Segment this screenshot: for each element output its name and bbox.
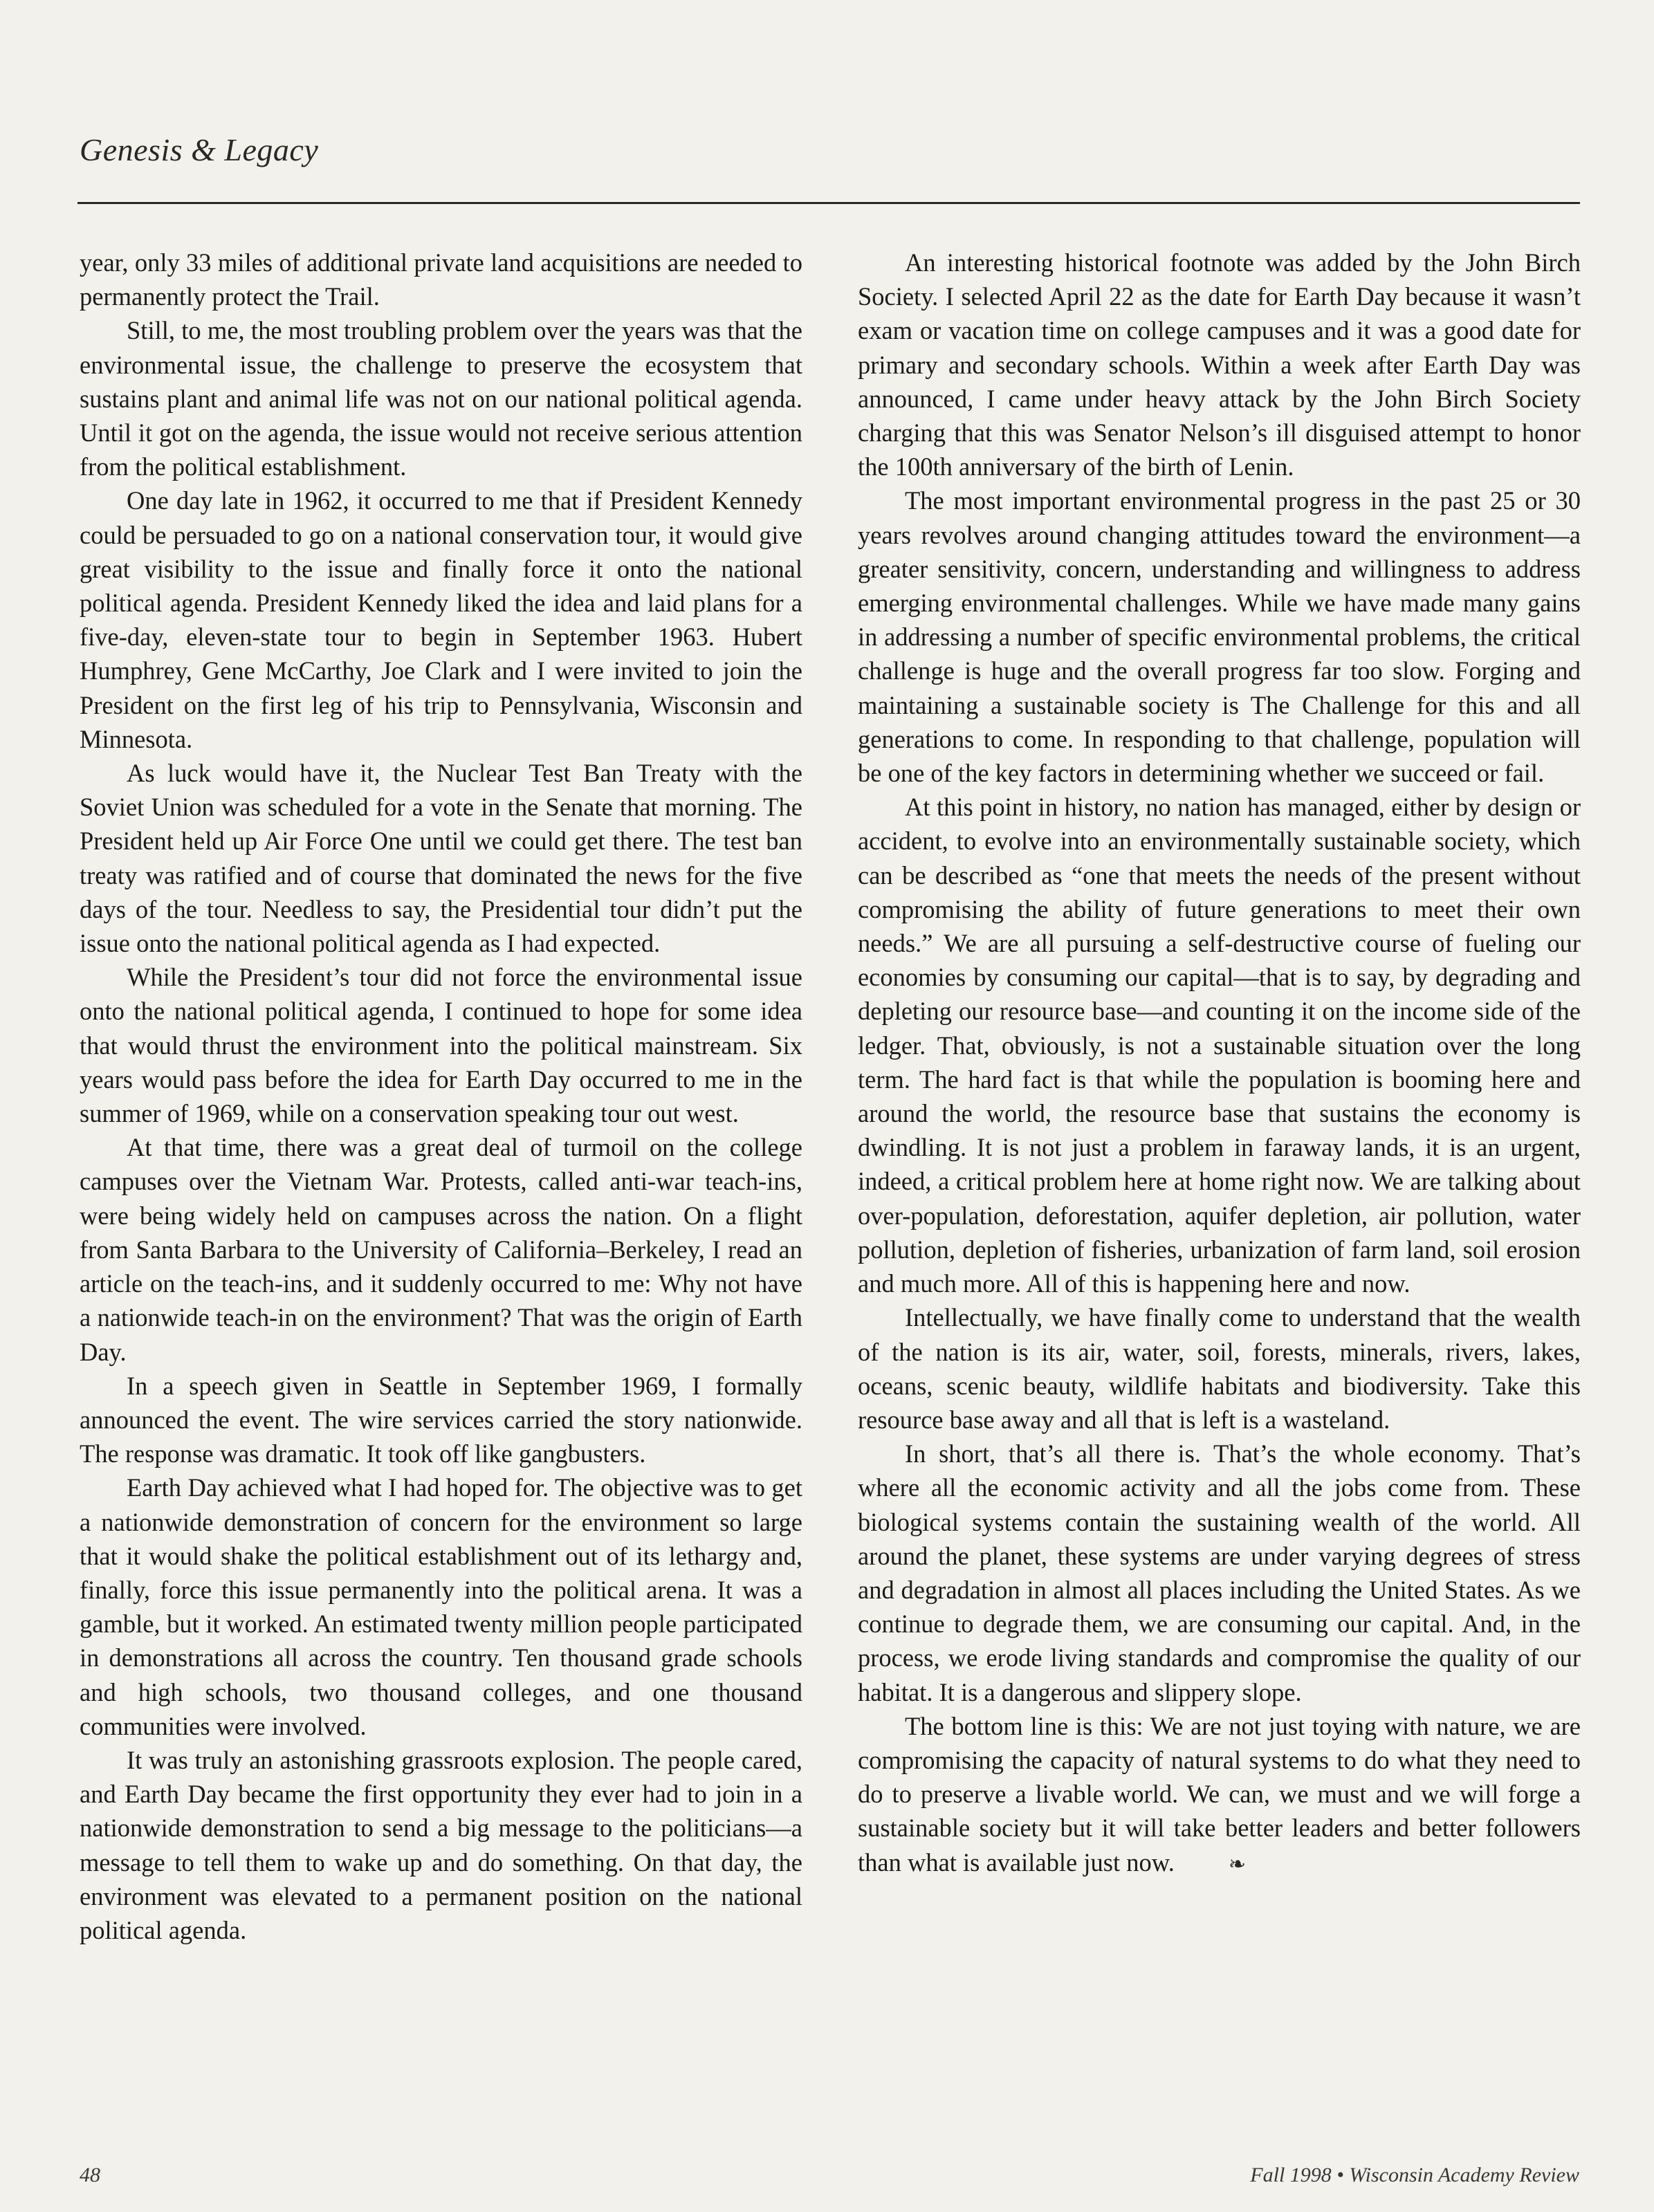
paragraph: The most important environmental progress in the past 25 or 30 years revolves around changing attitudes toward the environment—a greater sensitivity, concern, understanding and willingness to address emerging environmental challenges. While we have made many gains in addressing a number of specific environmental problems, the critical challenge is huge and the overall progress far too slow. Forging and maintaining a sustainable society is The Challenge for this and all generations to come. In responding to that challenge, population will be one of the key factors in determining whether we succeed or fail. [858, 486, 1581, 788]
paragraph: At that time, there was a great deal of turmoil on the college campuses over the Vietnam War. Protests, called anti-war teach-ins, were being widely held on campuses across the nation. On a flight from Santa Barbara to the University of California–Berkeley, I read an article on the teach-ins, and it suddenly occurred to me: Why not have a nationwide teach-in on the environment? That was the origin of Earth Day. [80, 1133, 802, 1366]
paragraph: Earth Day achieved what I had hoped for. The objective was to get a nationwide demonstration of concern for the environment so large that it would shake the political establishment out of its lethargy and, finally, force this issue permanently into the political arena. It was a gamble, but it worked. An estimated twenty million people participated in demonstrations all across the country. Ten thousand grade schools and high schools, two thousand colleges, and one thousand communities were involved. [80, 1473, 802, 1740]
paragraph: Intellectually, we have finally come to understand that the wealth of the nation is its air, water, soil, forests, minerals, rivers, lakes, oceans, scenic beauty, wildlife habitats and biodiversity. Take this resource base away and all that is left is a wasteland. [858, 1303, 1581, 1434]
paragraph: Still, to me, the most troubling problem over the years was that the environmental issue, the challenge to preserve the ecosystem that sustains plant and animal life was not on our national political agenda. Until it got on the agenda, the issue would not receive serious attention from the political establishment. [80, 316, 802, 481]
paragraph: One day late in 1962, it occurred to me that if President Kennedy could be persuaded to go on a national conservation tour, it would give great visibility to the issue and finally force it onto the national political agenda. President Kennedy liked the idea and laid plans for a five-day, eleven-state tour to begin in September 1963. Hubert Humphrey, Gene McCarthy, Joe Clark and I were invited to join the President on the first leg of his trip to Pennsylvania, Wisconsin and Minnesota. [80, 486, 802, 753]
paragraph: An interesting historical footnote was added by the John Birch Society. I selected April 22 as the date for Earth Day because it wasn’t exam or vacation time on college campuses and it was a good date for primary and secondary schools. Within a week after Earth Day was announced, I came under heavy attack by the John Birch Society charging that this was Senator Nelson’s ill disguised attempt to honor the 100th anniversary of the birth of Lenin. [858, 248, 1581, 481]
footer-separator: • [1336, 2164, 1344, 2186]
paragraph-text: The bottom line is this: We are not just toying with nature, we are compromising the capacity of natural systems to do what they need to do to preserve a livable world. We can, we must and we will forge a sustainable society but it will take better leaders and better followers than what is available just now. [858, 1711, 1581, 1877]
page-number: 48 [80, 2164, 100, 2186]
end-of-article-icon: ❧ [1228, 1852, 1246, 1876]
left-column [80, 246, 802, 1947]
header-divider [77, 202, 1580, 204]
paragraph: In short, that’s all there is. That’s the whole economy. That’s where all the economic activity and all the jobs come from. These biological systems contain the sustaining wealth of the world. All around the planet, these systems are under varying degrees of stress and degradation in almost all places including the United States. As we continue to degrade them, we are consuming our capital. And, in the process, we erode living standards and compromise the quality of our habitat. It is a dangerous and slippery slope. [858, 1439, 1581, 1706]
paragraph: At this point in history, no nation has managed, either by design or accident, to evolve into an environmentally sustainable society, which can be described as “one that meets the needs of the present without compromising the ability of future generations to meet their own needs.” We are all pursuing a self-destructive course of fueling our economies by consuming our capital—that is to say, by degrading and depleting our resource base—and counting it on the income side of the ledger. That, obviously, is not a sustainable situation over the long term. The hard fact is that while the population is booming here and around the world, the resource base that sustains the economy is dwindling. It is not just a problem in faraway lands, it is an urgent, indeed, a critical problem here at home right now. We are talking about over-population, deforestation, aquifer depletion, air pollution, water pollution, depletion of fisheries, urbanization of farm land, soil erosion and much more. All of this is happening here and now. [858, 793, 1581, 1298]
running-header-title: Genesis & Legacy [80, 132, 319, 167]
paragraph: In a speech given in Seattle in September 1969, I formally announced the event. The wire services carried the story nationwide. The response was dramatic. It took off like gangbusters. [80, 1371, 802, 1468]
issue-date: Fall 1998 [1250, 2164, 1332, 2186]
publication-footer [1250, 2164, 1579, 2187]
publication-name: Wisconsin Academy Review [1349, 2164, 1579, 2186]
last-paragraph [858, 1709, 1581, 1881]
paragraph: year, only 33 miles of additional private land acquisitions are needed to permanently protect the Trail. [80, 248, 802, 311]
paragraph: As luck would have it, the Nuclear Test Ban Treaty with the Soviet Union was scheduled for a vote in the Senate that morning. The President held up Air Force One until we could get there. The test ban treaty was ratified and of course that dominated the news for the five days of the tour. Needless to say, the Presidential tour didn’t put the issue onto the national political agenda as I had expected. [80, 759, 802, 958]
right-column [858, 246, 1581, 1881]
paragraph: It was truly an astonishing grassroots explosion. The people cared, and Earth Day became the first opportunity they ever had to join in a nationwide demonstration to send a big message to the politicians—a message to tell them to wake up and do something. On that day, the environment was elevated to a permanent position on the national political agenda. [80, 1745, 802, 1944]
paragraph: While the President’s tour did not force the environmental issue onto the national political agenda, I continued to hope for some idea that would thrust the environment into the political mainstream. Six years would pass before the idea for Earth Day occurred to me in the summer of 1969, while on a conservation speaking tour out west. [80, 963, 802, 1128]
